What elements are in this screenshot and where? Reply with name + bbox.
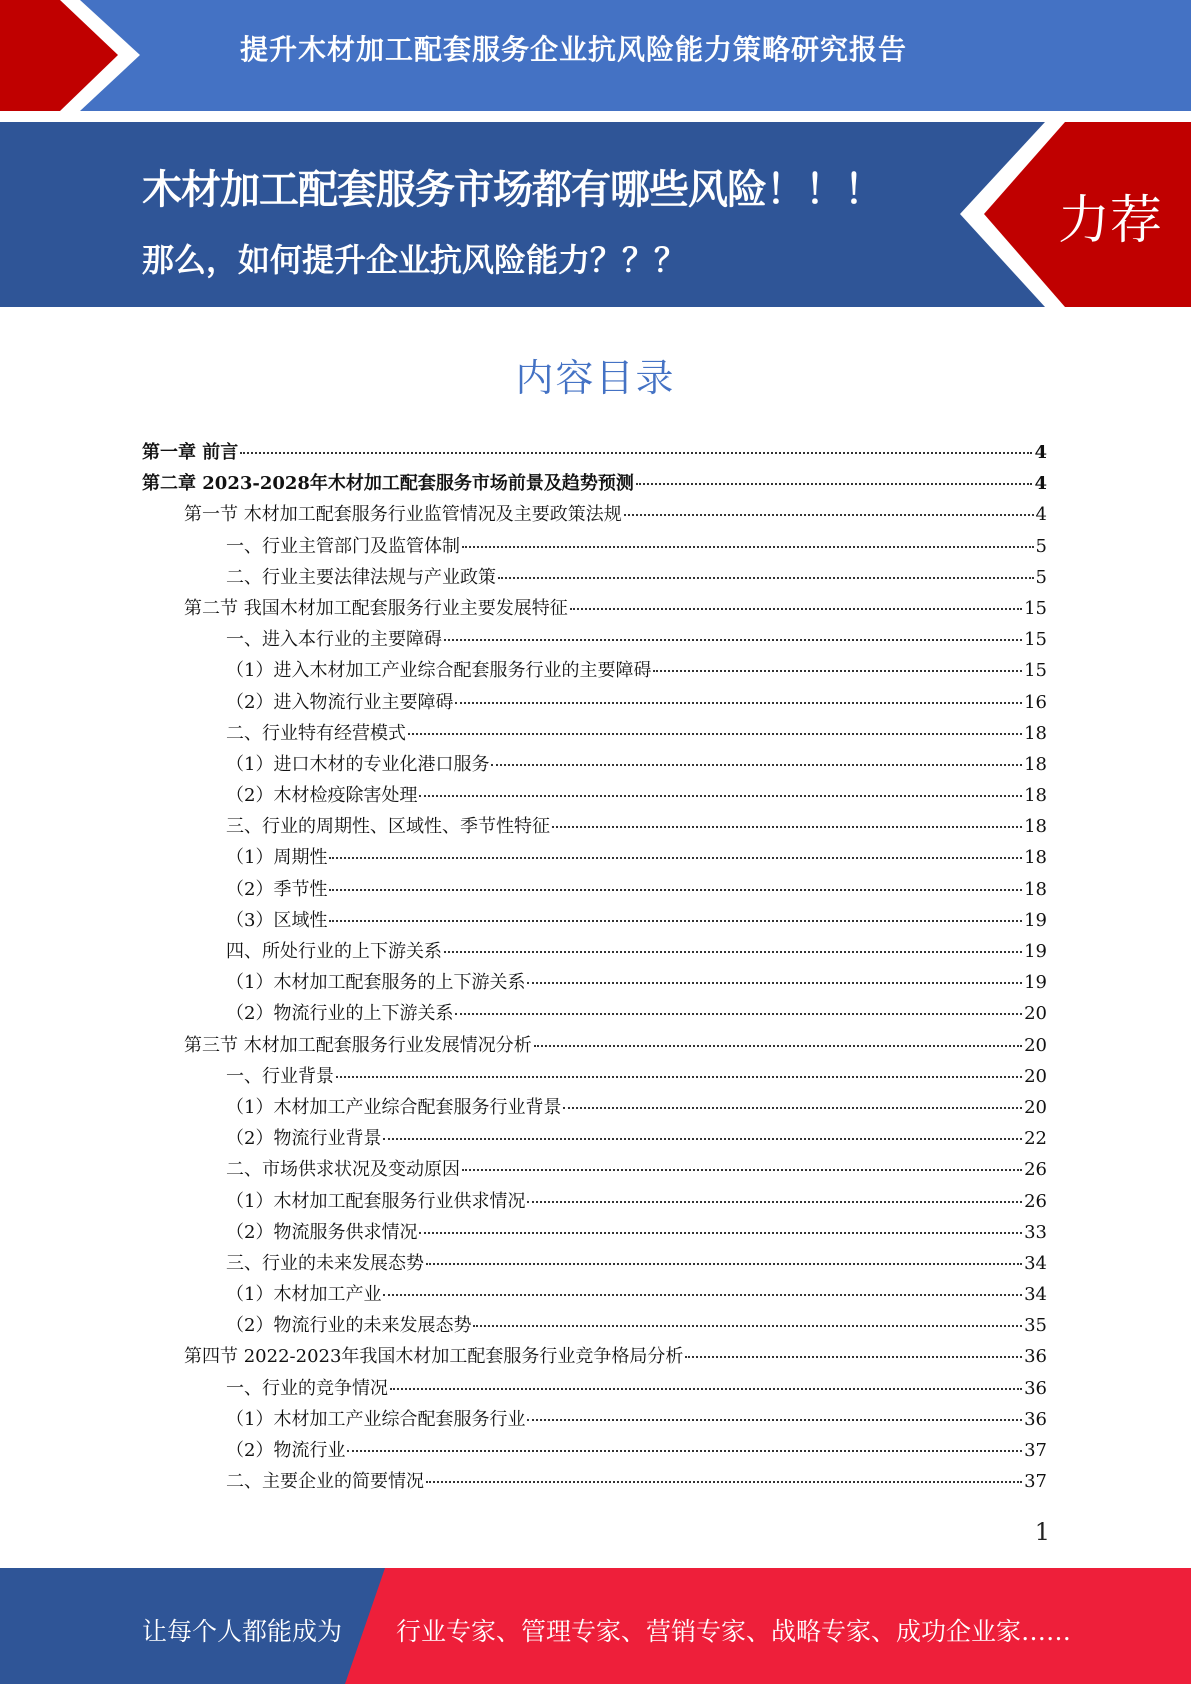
toc-entry-title: （1）木材加工配套服务的上下游关系 — [226, 972, 526, 994]
toc-entry-page: 20 — [1024, 1065, 1047, 1087]
toc-entry[interactable] — [142, 656, 1047, 687]
toc-entry-page: 4 — [1034, 473, 1047, 495]
toc-leader-dots — [329, 920, 1022, 922]
toc-leader-dots — [455, 702, 1022, 704]
toc-leader-dots — [240, 452, 1032, 454]
toc-entry-page: 20 — [1024, 1003, 1047, 1025]
toc-entry[interactable] — [142, 532, 1047, 563]
toc-entry[interactable] — [142, 1436, 1047, 1467]
table-of-contents — [142, 438, 1047, 1498]
toc-leader-dots — [563, 1107, 1022, 1109]
toc-entry-title: （1）木材加工产业综合配套服务行业背景 — [226, 1096, 562, 1118]
toc-entry-page: 15 — [1024, 597, 1047, 619]
toc-leader-dots — [653, 670, 1022, 672]
toc-entry[interactable] — [142, 563, 1047, 594]
toc-entry-title: （2）季节性 — [226, 878, 328, 900]
toc-entry-title: 一、进入本行业的主要障碍 — [226, 629, 442, 651]
footer-slogan-left: 让每个人都能成为 — [142, 1617, 343, 1646]
toc-entry-title: 第四节 2022-2023年我国木材加工配套服务行业竞争格局分析 — [184, 1346, 684, 1368]
toc-leader-dots — [624, 514, 1034, 516]
toc-leader-dots — [491, 764, 1022, 766]
toc-leader-dots — [444, 639, 1022, 641]
toc-entry[interactable] — [142, 1280, 1047, 1311]
toc-entry[interactable] — [142, 1374, 1047, 1405]
toc-entry[interactable] — [142, 1062, 1047, 1093]
toc-entry-page: 34 — [1024, 1284, 1047, 1306]
toc-entry[interactable] — [142, 781, 1047, 812]
toc-entry[interactable] — [142, 1155, 1047, 1186]
toc-entry[interactable] — [142, 1031, 1047, 1062]
toc-entry[interactable] — [142, 1342, 1047, 1373]
toc-entry-page: 34 — [1024, 1252, 1047, 1274]
toc-leader-dots — [685, 1356, 1022, 1358]
toc-entry[interactable] — [142, 968, 1047, 999]
toc-leader-dots — [383, 1138, 1022, 1140]
toc-entry-page: 35 — [1024, 1315, 1047, 1337]
toc-entry-title: 第二节 我国木材加工配套服务行业主要发展特征 — [184, 597, 568, 619]
toc-entry-page: 36 — [1024, 1408, 1047, 1430]
toc-entry[interactable] — [142, 1249, 1047, 1280]
toc-entry-page: 33 — [1024, 1221, 1047, 1243]
toc-leader-dots — [408, 733, 1022, 735]
toc-entry-title: （1）进入木材加工产业综合配套服务行业的主要障碍 — [226, 660, 652, 682]
hero-headline: 木材加工配套服务市场都有哪些风险！！！ — [142, 167, 883, 213]
toc-entry-title: （2）物流行业背景 — [226, 1128, 382, 1150]
toc-entry[interactable] — [142, 1187, 1047, 1218]
toc-entry-page: 19 — [1024, 941, 1047, 962]
toc-entry-title: （3）区域性 — [226, 909, 328, 931]
toc-entry[interactable] — [142, 469, 1047, 500]
toc-leader-dots — [534, 1045, 1022, 1047]
toc-entry-title: （1）周期性 — [226, 847, 328, 869]
toc-entry-page: 18 — [1024, 878, 1047, 900]
toc-entry-title: 四、所处行业的上下游关系 — [226, 941, 442, 962]
toc-entry-page: 15 — [1024, 629, 1047, 651]
toc-leader-dots — [419, 1232, 1022, 1234]
report-title: 提升木材加工配套服务企业抗风险能力策略研究报告 — [240, 33, 908, 66]
toc-entry-title: 一、行业的竞争情况 — [226, 1377, 388, 1399]
toc-entry[interactable] — [142, 438, 1047, 469]
hero-subheadline: 那么，如何提升企业抗风险能力？？？ — [142, 241, 687, 279]
toc-leader-dots — [462, 546, 1034, 548]
toc-entry-title: （2）物流行业的未来发展态势 — [226, 1315, 472, 1337]
toc-entry[interactable] — [142, 1467, 1047, 1498]
toc-entry-page: 18 — [1024, 847, 1047, 869]
toc-entry-page: 4 — [1035, 504, 1047, 526]
toc-leader-dots — [383, 1294, 1022, 1296]
toc-entry-title: 一、行业主管部门及监管体制 — [226, 535, 460, 557]
toc-entry[interactable] — [142, 1124, 1047, 1155]
toc-leader-dots — [498, 577, 1034, 579]
toc-leader-dots — [636, 483, 1033, 485]
toc-entry-page: 15 — [1024, 660, 1047, 682]
toc-entry-title: （2）物流行业 — [226, 1440, 346, 1461]
toc-entry-title: （1）木材加工配套服务行业供求情况 — [226, 1190, 526, 1212]
toc-entry-page: 37 — [1024, 1471, 1047, 1493]
toc-entry[interactable] — [142, 750, 1047, 781]
toc-entry-page: 18 — [1024, 785, 1047, 807]
toc-entry[interactable] — [142, 812, 1047, 843]
toc-entry[interactable] — [142, 719, 1047, 750]
toc-leader-dots — [462, 1169, 1022, 1171]
toc-entry-title: （1）木材加工产业 — [226, 1284, 382, 1306]
toc-entry[interactable] — [142, 1093, 1047, 1124]
toc-leader-dots — [473, 1325, 1022, 1327]
toc-entry-title: 三、行业的未来发展态势 — [226, 1252, 424, 1274]
toc-leader-dots — [419, 795, 1022, 797]
toc-leader-dots — [527, 1201, 1022, 1203]
toc-entry-title: （1）木材加工产业综合配套服务行业 — [226, 1408, 526, 1430]
toc-entry[interactable] — [142, 625, 1047, 656]
toc-entry-page: 18 — [1024, 722, 1047, 744]
toc-entry-page: 36 — [1024, 1377, 1047, 1399]
toc-entry-page: 19 — [1024, 909, 1047, 931]
toc-leader-dots — [329, 857, 1022, 859]
page-number: 1 — [1034, 1518, 1050, 1546]
toc-entry-title: （2）进入物流行业主要障碍 — [226, 691, 454, 713]
toc-leader-dots — [552, 826, 1022, 828]
toc-entry-page: 18 — [1024, 816, 1047, 838]
toc-entry[interactable] — [142, 906, 1047, 937]
toc-entry-title: 第一章 前言 — [142, 442, 239, 463]
toc-entry-title: 第三节 木材加工配套服务行业发展情况分析 — [184, 1034, 532, 1056]
toc-entry[interactable] — [142, 1218, 1047, 1249]
toc-entry-title: 第二章 2023-2028年木材加工配套服务市场前景及趋势预测 — [142, 473, 634, 495]
toc-leader-dots — [390, 1388, 1022, 1390]
toc-leader-dots — [336, 1076, 1022, 1078]
toc-entry[interactable] — [142, 999, 1047, 1030]
toc-entry[interactable] — [142, 688, 1047, 719]
toc-entry-title: （2）木材检疫除害处理 — [226, 785, 418, 807]
toc-entry[interactable] — [142, 875, 1047, 906]
toc-entry[interactable] — [142, 1405, 1047, 1436]
toc-leader-dots — [444, 951, 1022, 953]
toc-leader-dots — [426, 1263, 1022, 1265]
toc-leader-dots — [455, 1013, 1022, 1015]
toc-entry-page: 5 — [1035, 535, 1047, 557]
toc-entry[interactable] — [142, 500, 1047, 531]
toc-entry-title: 第一节 木材加工配套服务行业监管情况及主要政策法规 — [184, 504, 622, 526]
toc-entry-page: 26 — [1024, 1159, 1047, 1181]
toc-leader-dots — [527, 982, 1022, 984]
toc-entry-page: 5 — [1035, 566, 1047, 588]
toc-entry-page: 16 — [1024, 691, 1047, 713]
toc-entry-title: 三、行业的周期性、区域性、季节性特征 — [226, 816, 550, 838]
footer-slogan-right: 行业专家、管理专家、营销专家、战略专家、成功企业家…… — [396, 1617, 1072, 1646]
toc-entry-title: 二、行业特有经营模式 — [226, 722, 406, 744]
toc-leader-dots — [527, 1419, 1022, 1421]
toc-entry-page: 20 — [1024, 1034, 1047, 1056]
toc-leader-dots — [347, 1450, 1022, 1452]
toc-entry-title: （2）物流服务供求情况 — [226, 1221, 418, 1243]
toc-entry-title: 一、行业背景 — [226, 1065, 334, 1087]
toc-entry[interactable] — [142, 937, 1047, 968]
toc-entry[interactable] — [142, 594, 1047, 625]
toc-entry[interactable] — [142, 1311, 1047, 1342]
toc-entry-title: 二、市场供求状况及变动原因 — [226, 1159, 460, 1181]
toc-entry-page: 22 — [1024, 1128, 1047, 1150]
toc-entry-page: 4 — [1034, 442, 1047, 463]
toc-heading: 内容目录 — [515, 356, 676, 400]
toc-leader-dots — [426, 1481, 1022, 1483]
toc-entry-page: 19 — [1024, 972, 1047, 994]
toc-entry-title: 二、行业主要法律法规与产业政策 — [226, 566, 496, 588]
toc-leader-dots — [329, 889, 1022, 891]
toc-entry[interactable] — [142, 843, 1047, 874]
top-banner-arrow — [0, 0, 150, 111]
toc-entry-page: 26 — [1024, 1190, 1047, 1212]
toc-entry-page: 18 — [1024, 753, 1047, 775]
toc-entry-page: 20 — [1024, 1096, 1047, 1118]
toc-entry-page: 37 — [1024, 1440, 1047, 1461]
toc-entry-title: 二、主要企业的简要情况 — [226, 1471, 424, 1493]
toc-entry-title: （1）进口木材的专业化港口服务 — [226, 753, 490, 775]
toc-entry-title: （2）物流行业的上下游关系 — [226, 1003, 454, 1025]
toc-entry-page: 36 — [1024, 1346, 1047, 1368]
toc-leader-dots — [570, 608, 1022, 610]
recommend-badge: 力荐 — [1058, 191, 1163, 251]
